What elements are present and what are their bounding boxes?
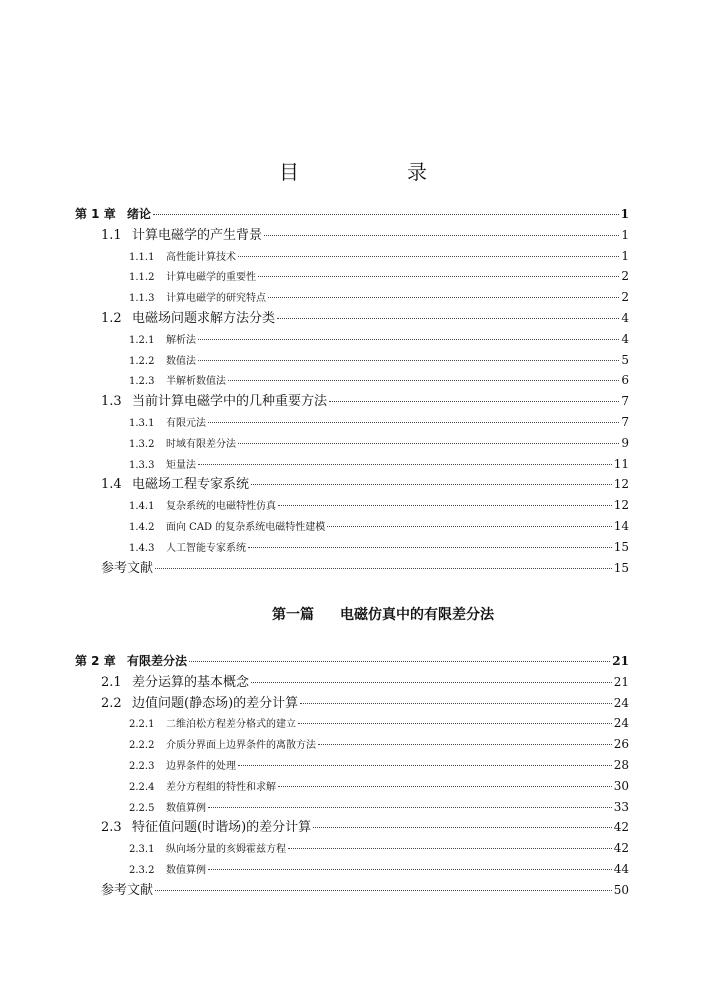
page-number: 2 bbox=[621, 269, 629, 284]
entry-title: 数值算例 bbox=[166, 802, 206, 814]
toc-entry[interactable] bbox=[75, 755, 629, 776]
toc-chapter-1 bbox=[75, 204, 629, 578]
page-number: 21 bbox=[613, 674, 629, 689]
toc-entry[interactable] bbox=[75, 391, 629, 412]
entry-title: 有限差分法 bbox=[127, 654, 188, 668]
dot-leader bbox=[238, 443, 619, 444]
page-number: 11 bbox=[613, 456, 629, 471]
dot-leader bbox=[198, 360, 619, 361]
dot-leader bbox=[318, 744, 612, 745]
page-number: 26 bbox=[613, 737, 629, 752]
entry-title: 边界条件的处理 bbox=[166, 760, 236, 772]
toc-entry[interactable] bbox=[75, 713, 629, 734]
toc-entry[interactable] bbox=[75, 838, 629, 859]
dot-leader bbox=[278, 786, 612, 787]
page-number: 42 bbox=[613, 820, 629, 835]
dot-leader bbox=[189, 661, 610, 662]
page-number: 4 bbox=[621, 331, 629, 346]
page-number: 28 bbox=[613, 757, 629, 772]
toc-entry[interactable] bbox=[75, 859, 629, 880]
entry-number: 1.4 bbox=[101, 477, 122, 493]
entry-number: 2.2.5 bbox=[129, 802, 155, 814]
dot-leader bbox=[153, 214, 619, 215]
entry-title: 矩量法 bbox=[166, 459, 196, 471]
toc-entry[interactable] bbox=[75, 370, 629, 391]
dot-leader bbox=[248, 547, 612, 548]
page-number: 24 bbox=[613, 695, 629, 710]
dot-leader bbox=[251, 484, 612, 485]
entry-title: 纵向场分量的亥姆霍兹方程 bbox=[166, 844, 286, 856]
dot-leader bbox=[278, 505, 612, 506]
toc-entry[interactable] bbox=[75, 225, 629, 246]
entry-title: 绪论 bbox=[127, 207, 152, 221]
page-number: 4 bbox=[621, 310, 629, 325]
toc-entry[interactable] bbox=[75, 817, 629, 838]
entry-number: 1.1 bbox=[101, 227, 122, 243]
entry-title: 差分运算的基本概念 bbox=[132, 674, 250, 690]
toc-entry[interactable] bbox=[75, 880, 629, 901]
page-number: 1 bbox=[621, 248, 629, 263]
toc-entry[interactable] bbox=[75, 734, 629, 755]
entry-number: 2.2.4 bbox=[129, 781, 155, 793]
entry-number: 2.2.1 bbox=[129, 719, 155, 731]
part-heading bbox=[0, 604, 706, 624]
page-number: 21 bbox=[612, 654, 629, 668]
page-number: 12 bbox=[613, 498, 629, 513]
entry-number: 1.3.3 bbox=[129, 459, 155, 471]
page-number: 6 bbox=[621, 373, 629, 388]
entry-title: 参考文献 bbox=[101, 560, 154, 576]
entry-title: 解析法 bbox=[166, 334, 196, 346]
entry-title: 二维泊松方程差分格式的建立 bbox=[166, 719, 296, 731]
entry-number: 2.2.2 bbox=[129, 740, 155, 752]
entry-number: 1.2.2 bbox=[129, 355, 155, 367]
page-number: 44 bbox=[613, 861, 629, 876]
dot-leader bbox=[313, 827, 612, 828]
dot-leader bbox=[277, 318, 619, 319]
toc-chapter-2 bbox=[75, 651, 629, 901]
entry-number: 1.4.3 bbox=[129, 542, 155, 554]
toc-entry[interactable] bbox=[75, 516, 629, 537]
page-number: 15 bbox=[613, 560, 629, 575]
dot-leader bbox=[288, 848, 612, 849]
dot-leader bbox=[327, 526, 611, 527]
page-title: 目 录 bbox=[279, 160, 471, 184]
dot-leader bbox=[228, 380, 619, 381]
entry-number: 第 1 章 bbox=[75, 207, 116, 221]
toc-entry[interactable] bbox=[75, 308, 629, 329]
toc-entry[interactable] bbox=[75, 204, 629, 225]
entry-title: 介质分界面上边界条件的离散方法 bbox=[166, 740, 316, 752]
page-number: 15 bbox=[613, 539, 629, 554]
dot-leader bbox=[258, 276, 619, 277]
part-label: 第一篇 bbox=[272, 607, 314, 623]
entry-number: 1.1.3 bbox=[129, 293, 155, 305]
toc-entry[interactable] bbox=[75, 266, 629, 287]
toc-entry[interactable] bbox=[75, 246, 629, 267]
entry-title: 人工智能专家系统 bbox=[166, 542, 246, 554]
page-number: 1 bbox=[621, 227, 629, 242]
toc-entry[interactable] bbox=[75, 433, 629, 454]
entry-number: 1.3.1 bbox=[129, 417, 155, 429]
page-number: 2 bbox=[621, 290, 629, 305]
dot-leader bbox=[208, 869, 612, 870]
toc-entry[interactable] bbox=[75, 537, 629, 558]
entry-title: 计算电磁学的研究特点 bbox=[166, 293, 266, 305]
dot-leader bbox=[264, 235, 619, 236]
toc-entry[interactable] bbox=[75, 776, 629, 797]
entry-title: 电磁场问题求解方法分类 bbox=[132, 310, 276, 326]
dot-leader bbox=[198, 339, 619, 340]
entry-number: 1.2 bbox=[101, 310, 122, 326]
entry-title: 半解析数值法 bbox=[166, 376, 226, 388]
page-number: 12 bbox=[613, 477, 629, 492]
entry-number: 1.2.3 bbox=[129, 376, 155, 388]
toc-entry[interactable] bbox=[75, 651, 629, 672]
entry-number: 2.1 bbox=[101, 674, 122, 690]
dot-leader bbox=[155, 890, 612, 891]
page-number: 30 bbox=[613, 778, 629, 793]
page-number: 14 bbox=[613, 518, 629, 533]
page-number: 7 bbox=[621, 414, 629, 429]
dot-leader bbox=[298, 723, 612, 724]
entry-number: 2.3.2 bbox=[129, 864, 155, 876]
entry-title: 边值问题(静态场)的差分计算 bbox=[132, 695, 299, 711]
entry-number: 1.4.1 bbox=[129, 501, 155, 513]
entry-number: 第 2 章 bbox=[75, 654, 116, 668]
dot-leader bbox=[238, 256, 619, 257]
entry-title: 数值法 bbox=[166, 355, 196, 367]
page-number: 9 bbox=[621, 435, 629, 450]
toc-entry[interactable] bbox=[75, 672, 629, 693]
entry-title: 数值算例 bbox=[166, 864, 206, 876]
toc-entry[interactable] bbox=[75, 350, 629, 371]
entry-title: 计算电磁学的重要性 bbox=[166, 272, 256, 284]
entry-title: 有限元法 bbox=[166, 417, 206, 429]
toc-entry[interactable] bbox=[75, 474, 629, 495]
page-number: 42 bbox=[613, 841, 629, 856]
entry-title: 复杂系统的电磁特性仿真 bbox=[166, 501, 276, 513]
entry-number: 2.2.3 bbox=[129, 760, 155, 772]
toc-entry[interactable] bbox=[75, 558, 629, 579]
toc-entry[interactable] bbox=[75, 797, 629, 818]
toc-entry[interactable] bbox=[75, 693, 629, 714]
entry-number: 1.3.2 bbox=[129, 438, 155, 450]
dot-leader bbox=[238, 765, 612, 766]
page-number: 24 bbox=[613, 716, 629, 731]
entry-title: 电磁场工程专家系统 bbox=[132, 477, 250, 493]
toc-entry[interactable] bbox=[75, 454, 629, 475]
dot-leader bbox=[300, 703, 612, 704]
entry-title: 计算电磁学的产生背景 bbox=[132, 227, 263, 243]
entry-number: 1.3 bbox=[101, 394, 122, 410]
entry-number: 2.2 bbox=[101, 695, 122, 711]
page-number: 7 bbox=[621, 394, 629, 409]
page-number: 50 bbox=[613, 882, 629, 897]
page-number: 33 bbox=[613, 799, 629, 814]
toc-entry[interactable] bbox=[75, 412, 629, 433]
dot-leader bbox=[268, 297, 619, 298]
entry-number: 1.1.1 bbox=[129, 251, 155, 263]
entry-title: 高性能计算技术 bbox=[166, 251, 236, 263]
page-number: 1 bbox=[620, 207, 629, 221]
dot-leader bbox=[155, 568, 612, 569]
entry-number: 1.4.2 bbox=[129, 521, 155, 533]
dot-leader bbox=[208, 422, 619, 423]
toc-entry[interactable] bbox=[75, 329, 629, 350]
entry-title: 参考文献 bbox=[101, 882, 154, 898]
dot-leader bbox=[329, 401, 619, 402]
toc-entry[interactable] bbox=[75, 287, 629, 308]
page-number: 5 bbox=[621, 352, 629, 367]
dot-leader bbox=[198, 464, 612, 465]
entry-number: 1.1.2 bbox=[129, 272, 155, 284]
toc-entry[interactable] bbox=[75, 495, 629, 516]
entry-title: 当前计算电磁学中的几种重要方法 bbox=[132, 394, 328, 410]
entry-number: 2.3.1 bbox=[129, 844, 155, 856]
entry-title: 时域有限差分法 bbox=[166, 438, 236, 450]
part-title: 电磁仿真中的有限差分法 bbox=[340, 607, 494, 623]
entry-title: 面向 CAD 的复杂系统电磁特性建模 bbox=[166, 521, 326, 533]
dot-leader bbox=[251, 682, 612, 683]
entry-number: 1.2.1 bbox=[129, 334, 155, 346]
dot-leader bbox=[208, 807, 612, 808]
entry-title: 特征值问题(时谐场)的差分计算 bbox=[132, 820, 312, 836]
entry-number: 2.3 bbox=[101, 820, 122, 836]
entry-title: 差分方程组的特性和求解 bbox=[166, 781, 276, 793]
